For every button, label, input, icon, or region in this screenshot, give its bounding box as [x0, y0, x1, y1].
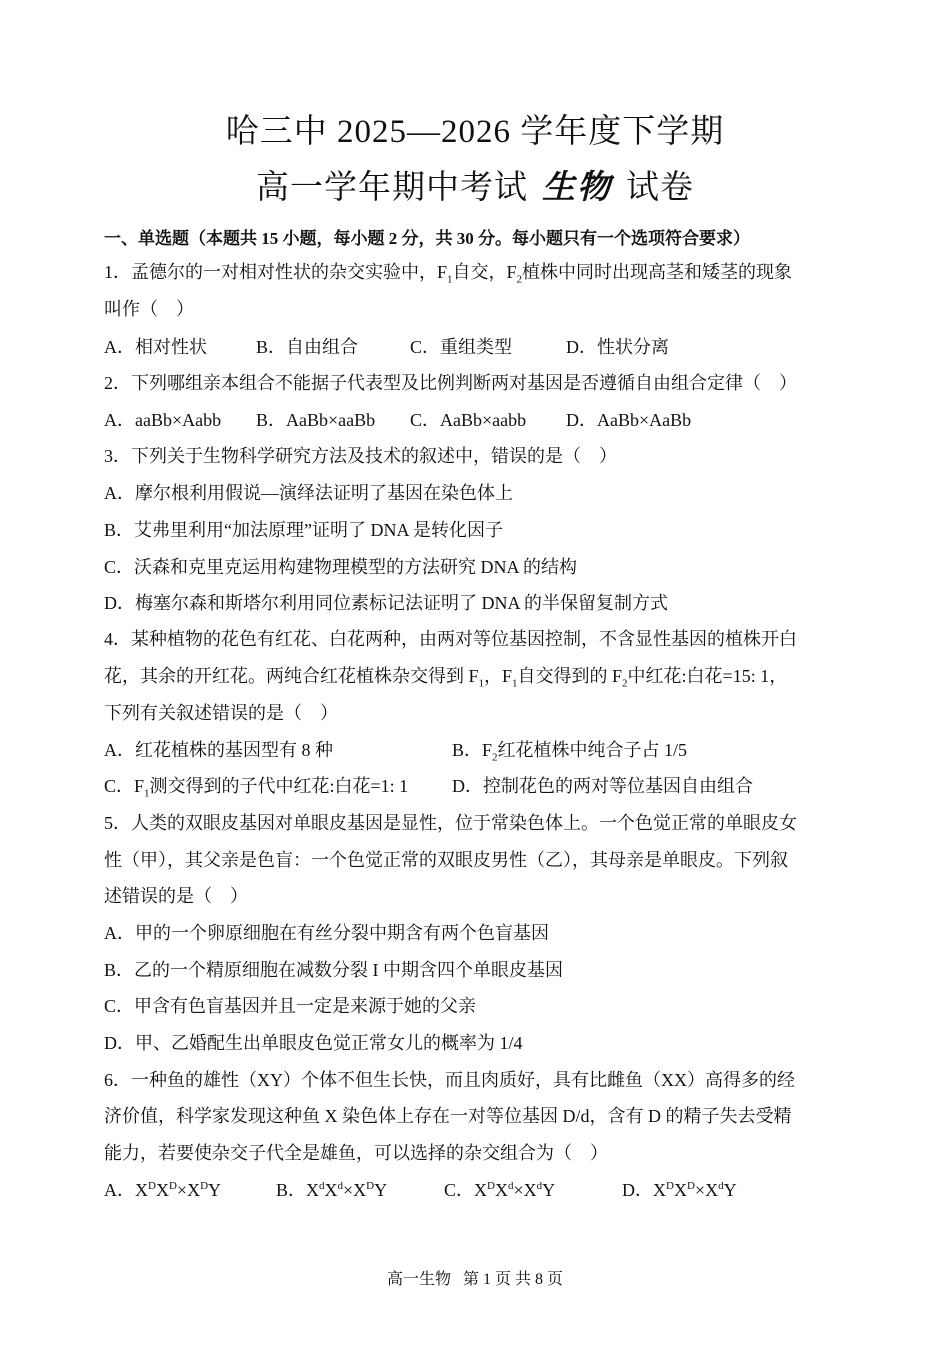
cross-sign: × — [343, 1180, 354, 1200]
subscript: 2 — [492, 751, 498, 764]
q3-stem: 3．下列关于生物科学研究方法及技术的叙述中，错误的是（ ） — [104, 446, 617, 466]
allele-sup: d — [718, 1180, 724, 1192]
q2-option-b: B．AaBb×aaBb — [256, 410, 376, 430]
subscript: 1 — [447, 273, 453, 286]
q6-option-d — [622, 1178, 737, 1202]
chromosome-x: X — [705, 1180, 719, 1200]
q2-stem: 2．下列哪组亲本组合不能据子代表型及比例判断两对基因是否遵循自由组合定律（ ） — [104, 373, 797, 393]
cross-sign: × — [513, 1180, 524, 1200]
exam-title-line1: 哈三中 2025—2026 学年度下学期 — [225, 114, 725, 150]
q3-option-c: C．沃森和克里克运用构建物理模型的方法研究 DNA 的结构 — [104, 557, 578, 577]
q4-option-c-part: C．F — [104, 776, 145, 796]
section-heading: 一、单选题（本题共 15 小题，每小题 2 分，共 30 分。每小题只有一个选项符合要求） — [104, 229, 750, 248]
q4-option-d: D．控制花色的两对等位基因自由组合 — [452, 776, 753, 796]
allele-sup: D — [366, 1180, 375, 1192]
allele-sup: d — [319, 1180, 325, 1192]
q4-stem-line1: 4．某种植物的花色有红花、白花两种，由两对等位基因控制，不含显性基因的植株开白 — [104, 629, 797, 649]
exam-subject: 生物 — [542, 170, 612, 206]
chromosome-x: X — [474, 1180, 488, 1200]
q1-option-d: D．性状分离 — [566, 337, 669, 357]
q6-option-c — [444, 1178, 555, 1202]
chromosome-x: X — [673, 1180, 687, 1200]
q4-option-c-part: 测交得到的子代中红花:白花=1: 1 — [149, 776, 409, 796]
exam-title-suffix: 试卷 — [626, 170, 694, 206]
allele-sup: D — [200, 1180, 209, 1192]
option-label: A． — [104, 1180, 135, 1200]
chromosome-x: X — [155, 1180, 169, 1200]
q5-option-c: C．甲含有色盲基因并且一定是来源于她的父亲 — [104, 996, 477, 1016]
chromosome-x: X — [187, 1180, 201, 1200]
q3-option-a: A．摩尔根利用假说—演绎法证明了基因在染色体上 — [104, 483, 513, 503]
q2-option-c: C．AaBb×aabb — [410, 410, 527, 430]
q5-option-a: A．甲的一个卵原细胞在有丝分裂中期含有两个色盲基因 — [104, 923, 549, 943]
q4-option-b — [452, 738, 687, 762]
q6-option-a — [104, 1178, 221, 1202]
allele-sup: d — [337, 1180, 344, 1192]
allele-sup: D — [666, 1180, 674, 1192]
q1-stem-part: 植株中同时出现高茎和矮茎的现象 — [522, 262, 793, 282]
q5-stem-line3: 述错误的是（ ） — [104, 886, 248, 906]
q2-option-d: D．AaBb×AaBb — [566, 410, 692, 430]
allele-sup: D — [686, 1180, 695, 1192]
q4-option-b-part: B．F — [452, 740, 493, 760]
exam-title-prefix: 高一学年期中考试 — [256, 170, 528, 206]
allele-sup: D — [148, 1180, 156, 1192]
q5-option-d: D．甲、乙婚配生出单眼皮色觉正常女儿的概率为 1/4 — [104, 1033, 523, 1053]
chromosome-x: X — [324, 1180, 338, 1200]
chromosome-x: X — [306, 1180, 320, 1200]
q4-stem-line2 — [104, 664, 787, 688]
q3-option-d: D．梅塞尔森和斯塔尔利用同位素标记法证明了 DNA 的半保留复制方式 — [104, 593, 668, 613]
q4-stem-part: ，F — [484, 666, 513, 686]
chromosome-y: Y — [542, 1180, 556, 1200]
q1-option-c: C．重组类型 — [410, 337, 513, 357]
page-footer — [0, 1270, 950, 1290]
cross-sign: × — [176, 1180, 188, 1200]
q4-option-b-part: 红花植株中纯合子占 1/5 — [497, 740, 688, 760]
q1-stem-part: 自交，F — [452, 262, 517, 282]
q6-stem-line2: 济价值，科学家发现这种鱼 X 染色体上存在一对等位基因 D/d，含有 D 的精子失去受精 — [104, 1106, 792, 1126]
q4-option-c — [104, 774, 408, 798]
allele-sup: d — [536, 1180, 543, 1192]
chromosome-x: X — [353, 1180, 367, 1200]
q6-stem-line3: 能力，若要使杂交子代全是雄鱼，可以选择的杂交组合为（ ） — [104, 1143, 608, 1163]
q2-option-a: A．aaBb×Aabb — [104, 410, 222, 430]
chromosome-x: X — [653, 1180, 666, 1200]
q4-stem-part: 花，其余的开红花。两纯合红花植株杂交得到 F — [104, 666, 479, 686]
option-label: C． — [444, 1180, 475, 1200]
chromosome-x: X — [494, 1180, 508, 1200]
q4-option-a: A．红花植株的基因型有 8 种 — [104, 740, 333, 760]
q5-option-b: B．乙的一个精原细胞在减数分裂 I 中期含四个单眼皮基因 — [104, 960, 563, 980]
chromosome-y: Y — [374, 1180, 388, 1200]
allele-sup: d — [507, 1180, 514, 1192]
subscript: 2 — [622, 677, 628, 690]
subscript: 1 — [512, 677, 518, 690]
q6-stem-line1: 6．一种鱼的雄性（XY）个体不但生长快，而且肉质好，具有比雌鱼（XX）高得多的经 — [104, 1070, 795, 1090]
q1-option-a: A．相对性状 — [104, 337, 207, 357]
q5-stem-line1: 5．人类的双眼皮基因对单眼皮基因是显性，位于常染色体上。一个色觉正常的单眼皮女 — [104, 813, 797, 833]
chromosome-x: X — [523, 1180, 537, 1200]
q5-stem-line2: 性（甲），其父亲是色盲：一个色觉正常的双眼皮男性（乙），其母亲是单眼皮。下列叙 — [104, 850, 788, 870]
chromosome-y: Y — [208, 1180, 222, 1200]
q4-stem-part: 自交得到的 F — [517, 666, 623, 686]
subscript: 1 — [478, 677, 485, 690]
q1-stem-part: 1．孟德尔的一对相对性状的杂交实验中，F — [104, 262, 448, 282]
allele-sup: D — [168, 1180, 177, 1192]
q6-option-b — [276, 1178, 387, 1202]
option-label: B． — [276, 1180, 307, 1200]
q3-option-b: B．艾弗里利用“加法原理”证明了 DNA 是转化因子 — [104, 520, 503, 540]
chromosome-x: X — [135, 1180, 148, 1200]
q1-stem-line2: 叫作（ ） — [104, 299, 194, 319]
exam-title-line2 — [0, 168, 950, 208]
subscript: 2 — [516, 273, 523, 286]
footer-subject: 高一生物 — [386, 1271, 451, 1288]
q4-stem-line3: 下列有关叙述错误的是（ ） — [104, 703, 338, 723]
q1-stem-line1 — [104, 260, 792, 284]
option-label: D． — [622, 1180, 653, 1200]
q4-stem-part: 中红花:白花=15: 1， — [627, 666, 788, 686]
subscript: 1 — [144, 787, 150, 800]
allele-sup: D — [487, 1180, 495, 1192]
footer-page-number: 第 1 页 共 8 页 — [463, 1271, 564, 1288]
chromosome-y: Y — [723, 1180, 737, 1200]
q1-option-b: B．自由组合 — [256, 337, 359, 357]
cross-sign: × — [694, 1180, 706, 1200]
